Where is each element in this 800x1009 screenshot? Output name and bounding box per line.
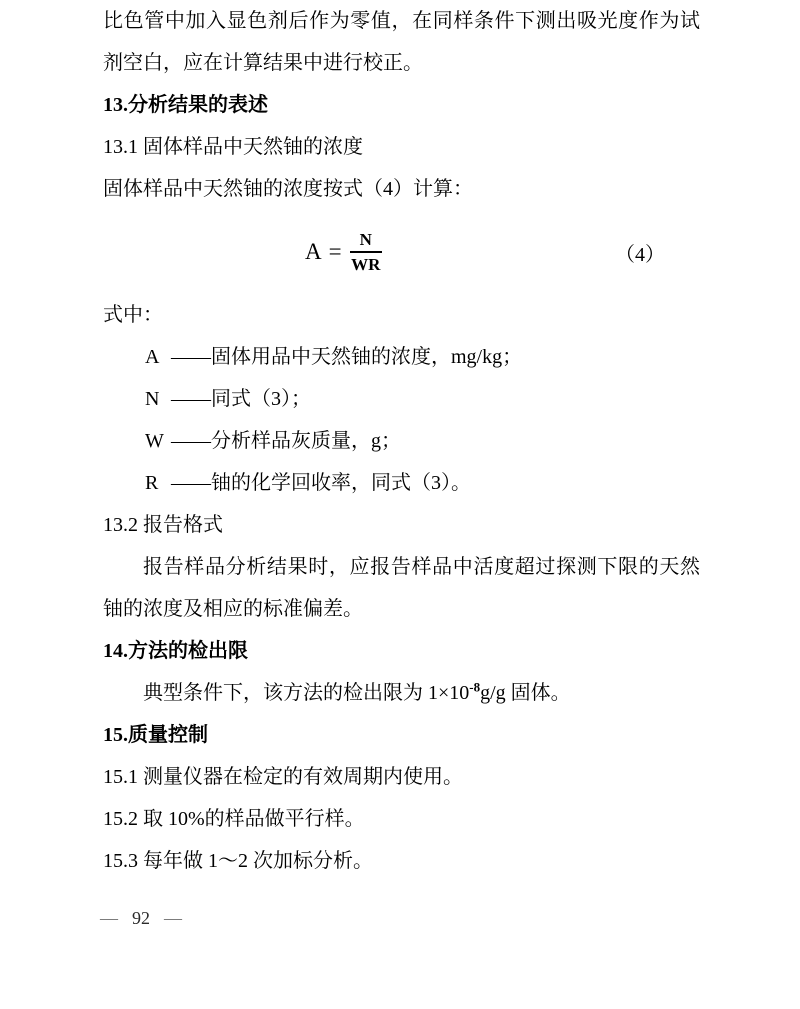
definition-text: ——同式（3）； [171,388,311,410]
footer-left-dash: — [100,908,118,928]
formula-equals-sign: = [328,239,342,264]
page-content [103,0,700,882]
section-15-item-1: 15.1 测量仪器在检定的有效周期内使用。 [103,766,463,788]
definition-row-R [145,462,700,504]
section-14-heading: 14.方法的检出限 [103,640,248,662]
definition-symbol: A [145,346,160,368]
page-number: 92 [132,908,150,928]
definition-symbol: R [145,472,159,494]
section-13-1-body: 固体样品中天然铀的浓度按式（4）计算： [103,178,473,200]
section-15-heading: 15.质量控制 [103,724,208,746]
section-14-body-prefix: 典型条件下，该方法的检出限为 1×10 [143,682,470,704]
where-label: 式中： [103,304,163,326]
fraction-denominator: WR [351,255,381,274]
formula-lhs: A [305,239,323,264]
intro-paragraph: 比色管中加入显色剂后作为零值，在同样条件下测出吸光度作为试剂空白，应在计算结果中进行校正。 [103,10,700,74]
section-15-item-2: 15.2 取 10%的样品做平行样。 [103,808,365,830]
section-13-heading: 13.分析结果的表述 [103,94,268,116]
formula-expression [305,229,382,276]
definition-row-W [145,420,700,462]
section-14-body [103,672,700,714]
section-13-2-title: 13.2 报告格式 [103,514,223,536]
section-14-exponent: -8 [469,679,481,695]
definition-row-A [145,336,700,378]
equation-4 [103,210,700,294]
definition-text: ——铀的化学回收率，同式（3）。 [171,472,471,494]
section-13-2-body: 报告样品分析结果时，应报告样品中活度超过探测下限的天然铀的浓度及相应的标准偏差。 [103,556,700,620]
section-15-item-3: 15.3 每年做 1～2 次加标分析。 [103,850,373,872]
definition-text: ——固体用品中天然铀的浓度，mg/kg； [171,346,523,368]
variable-definitions [103,336,700,504]
definition-symbol: W [145,430,164,452]
formula-fraction [350,229,382,276]
section-14-body-suffix: g/g 固体。 [480,682,571,704]
definition-text: ——分析样品灰质量，g； [171,430,401,452]
page-footer [100,908,182,929]
fraction-numerator: N [350,229,382,253]
section-13-1-title: 13.1 固体样品中天然铀的浓度 [103,136,363,158]
definition-row-N [145,378,700,420]
definition-symbol: N [145,388,160,410]
footer-right-dash: — [164,908,182,928]
equation-number: （4） [615,243,665,266]
